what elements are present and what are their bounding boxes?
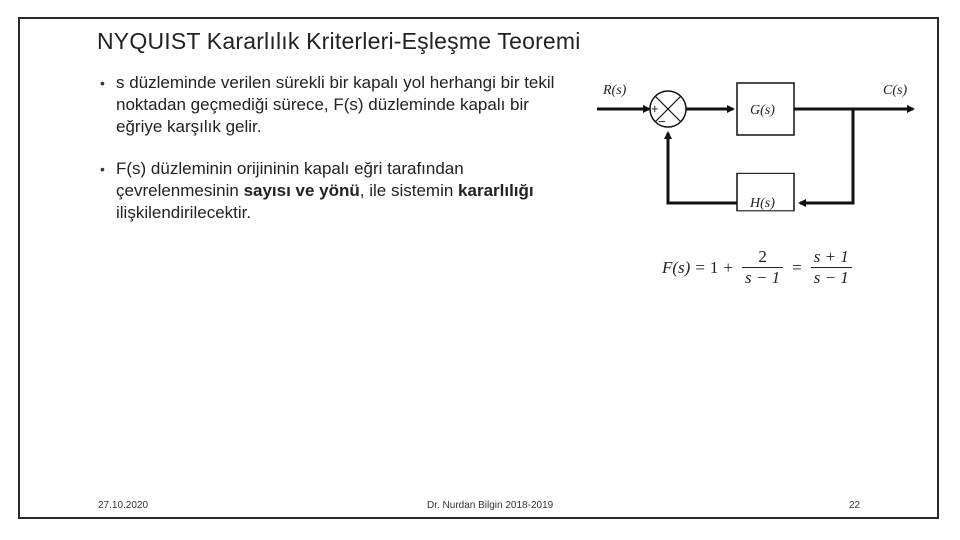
formula-equals-2: = xyxy=(792,257,802,277)
fraction-2-denominator: s − 1 xyxy=(811,267,852,287)
formula-fraction-2 xyxy=(811,248,852,287)
input-label: R(s) xyxy=(603,83,627,98)
formula-one: 1 xyxy=(709,257,719,277)
formula-equals-1: = xyxy=(695,257,705,277)
bullet-item-1 xyxy=(100,72,570,138)
slide-title: NYQUIST Kararlılık Kriterleri-Eşleşme Teoremi xyxy=(97,28,581,54)
formula-plus: + xyxy=(723,257,734,277)
feedback-block-label: H(s) xyxy=(750,196,775,211)
bullet-marker: • xyxy=(100,75,105,91)
bullet-text-2-part1: F(s) düzleminin orijininin kapalı eğri tarafından çevrelenmesinin xyxy=(116,159,464,200)
transfer-formula xyxy=(662,248,856,287)
summing-minus-sign: − xyxy=(658,114,666,129)
bullet-marker: • xyxy=(100,161,105,177)
forward-block-label: G(s) xyxy=(750,103,775,118)
footer-page-number: 22 xyxy=(849,500,861,511)
feedback-path-left xyxy=(668,133,737,203)
fraction-1-numerator: 2 xyxy=(758,247,767,266)
output-label: C(s) xyxy=(883,83,908,98)
fraction-2-numerator: s + 1 xyxy=(813,247,849,266)
summing-plus-sign: + xyxy=(651,101,659,116)
feedback-block-diagram xyxy=(595,76,925,216)
fraction-1-denominator: s − 1 xyxy=(742,267,783,287)
feedback-path-right xyxy=(800,109,853,203)
bullet-list xyxy=(100,72,570,244)
bullet-text-2-bold1: sayısı ve yönü xyxy=(243,181,360,200)
bullet-text-2-bold2: kararlılığı xyxy=(458,181,534,200)
bullet-item-2 xyxy=(100,158,570,224)
formula-lhs: F(s) xyxy=(662,257,691,277)
bullet-text-2-part3: ilişkilendirilecektir. xyxy=(116,203,252,222)
bullet-text-1: s düzleminde verilen sürekli bir kapalı yol herhangi bir tekil noktadan geçmediği sürece, F(s) düzleminde kapalı bir eğriye karşılık gelir. xyxy=(116,73,555,136)
bullet-text-2-part2: , ile sistemin xyxy=(359,181,459,200)
footer-author: Dr. Nurdan Bilgin 2018-2019 xyxy=(427,500,554,511)
footer-date: 27.10.2020 xyxy=(98,500,149,511)
formula-fraction-1 xyxy=(742,248,783,287)
